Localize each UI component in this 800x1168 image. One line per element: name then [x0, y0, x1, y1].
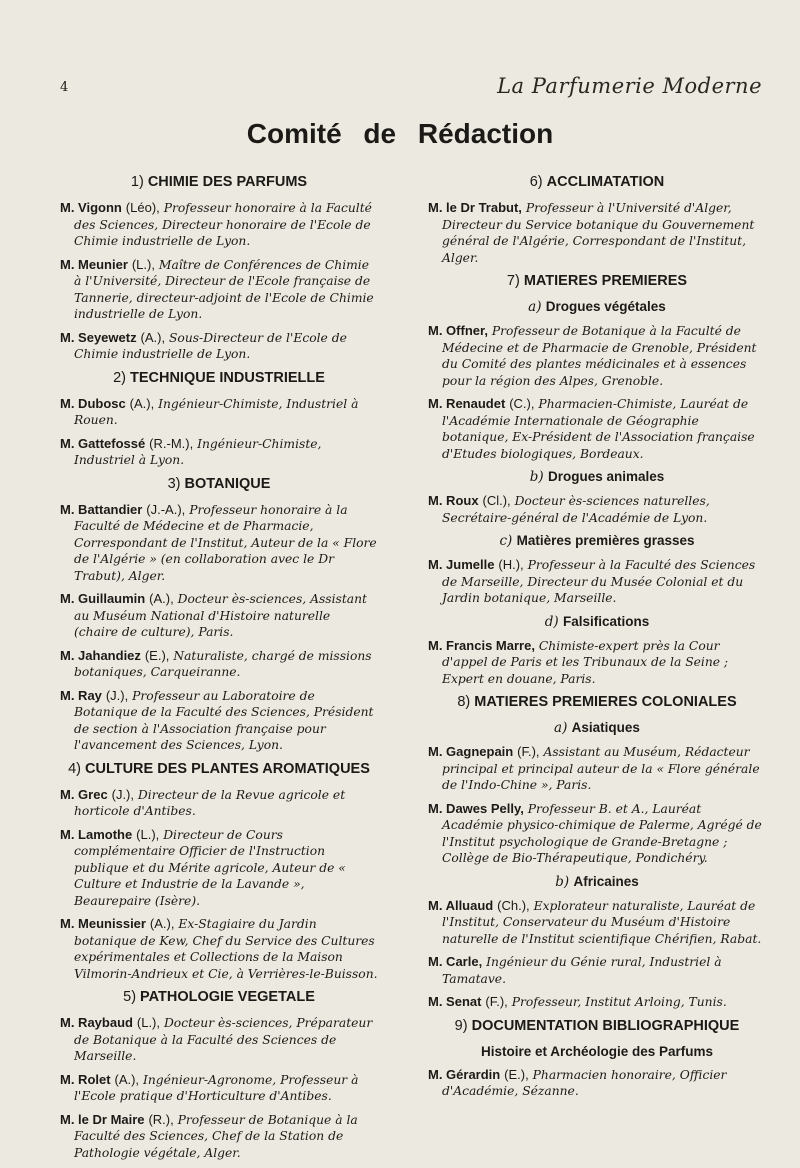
member-name: M. Vigonn	[60, 200, 122, 215]
committee-member	[60, 916, 378, 982]
section-heading	[428, 694, 766, 710]
member-description: Professeur à la Faculté des Sciences de Marseille, Directeur du Musée Colonial et du Jardin botanique, Marseille.	[442, 558, 756, 605]
member-description: Ingénieur-Chimiste, Industriel à Rouen.	[74, 396, 359, 427]
committee-member	[60, 591, 378, 641]
section-heading	[60, 989, 378, 1005]
committee-member	[60, 827, 378, 910]
section-number: 5)	[123, 989, 141, 1005]
member-description: Professeur de Botanique à la Faculté de Médecine et de Pharmacie de Grenoble, Président du Comité des plantes médicinales et à essences pour la région des Alpes, Grenoble.	[442, 324, 757, 388]
member-initials: (A.),	[129, 395, 155, 411]
member-description: Professeur B. et A., Lauréat Académie physico-chimique de Palerme, Agrégé de l'Institut psychologique de Grande-Bretagne ; Collège de Bio-Thérapeutique, Pondichéry.	[442, 801, 762, 865]
section-subtitle	[428, 1044, 766, 1059]
member-name: M. Lamothe	[60, 826, 133, 842]
member-name: M. Jumelle	[428, 557, 495, 572]
member-name: M. Rolet	[60, 1071, 111, 1087]
member-initials: (R.),	[148, 1111, 174, 1127]
subsection-letter: a)	[528, 299, 546, 315]
section-number: 7)	[506, 273, 524, 289]
section-heading	[60, 761, 378, 777]
member-description: Professeur, Institut Arloing, Tunis.	[511, 995, 727, 1009]
section-number: 9)	[454, 1017, 472, 1034]
member-name: M. Seyewetz	[60, 329, 137, 345]
committee-member	[60, 648, 378, 681]
committee-member	[428, 898, 766, 948]
committee-member	[428, 954, 766, 987]
committee-member	[60, 257, 378, 323]
section-title: MATIERES PREMIERES	[523, 273, 688, 289]
member-description: Docteur ès-sciences naturelles, Secrétaire-général de l'Académie de Lyon.	[442, 494, 710, 525]
member-name: M. Roux	[428, 493, 479, 508]
member-initials: (R.-M.),	[149, 435, 194, 451]
committee-member	[428, 744, 766, 794]
member-initials: (F.),	[517, 744, 540, 759]
member-name: M. Dawes Pelly,	[428, 800, 524, 816]
member-name: M. Grec	[60, 786, 108, 802]
subsection-letter: b)	[529, 469, 548, 485]
committee-member	[428, 323, 766, 389]
section-title: CULTURE DES PLANTES AROMATIQUES	[85, 760, 370, 777]
member-name: M. Gagnepain	[428, 744, 514, 759]
right-column	[428, 168, 766, 1107]
journal-logo: La Parfumerie Moderne	[497, 74, 762, 98]
committee-member	[428, 557, 766, 607]
member-name: M. Meunissier	[60, 916, 146, 931]
committee-member	[60, 787, 378, 820]
member-initials: (J.),	[111, 786, 134, 802]
section-title: ACCLIMATATION	[546, 174, 665, 190]
member-name: M. Raybaud	[60, 1015, 133, 1030]
left-column	[60, 168, 378, 1168]
section-number: 6)	[529, 174, 547, 190]
member-description: Assistant au Muséum, Rédacteur principal et principal auteur de la « Flore générale de l'Indo-Chine », Paris.	[442, 745, 760, 792]
member-initials: (Cl.),	[482, 493, 511, 508]
member-initials: (E.),	[504, 1066, 529, 1082]
subsection-title: Falsifications	[562, 613, 650, 629]
member-initials: (L.),	[136, 1015, 161, 1030]
member-description: Professeur honoraire à la Faculté des Sciences, Directeur honoraire de l'Ecole de Chimie industrielle de Lyon.	[74, 201, 372, 248]
member-name: M. Francis Marre,	[428, 637, 535, 653]
committee-member	[428, 200, 766, 266]
subsection-heading	[428, 874, 766, 890]
member-description: Chimiste-expert près la Cour d'appel de Paris et les Tribunaux de la Seine ; Expert en douane, Paris.	[442, 638, 729, 686]
section-heading	[428, 1018, 766, 1034]
member-initials: (C.),	[509, 396, 535, 411]
section-heading	[60, 174, 378, 190]
committee-member	[428, 396, 766, 462]
committee-member	[60, 1015, 378, 1065]
section-title: CHIMIE DES PARFUMS	[147, 174, 308, 190]
member-description: Professeur au Laboratoire de Botanique de la Faculté des Sciences, Président de section à l'Association française pour l'avancement des Sciences, Lyon.	[74, 688, 374, 752]
committee-member	[428, 994, 766, 1011]
committee-member	[60, 396, 378, 429]
section-title: MATIERES PREMIERES COLONIALES	[474, 694, 737, 710]
section-title: TECHNIQUE INDUSTRIELLE	[129, 369, 325, 386]
member-description: Professeur de Botanique à la Faculté des Sciences, Chef de la Station de Pathologie végétale, Alger.	[74, 1112, 358, 1160]
committee-member	[428, 1067, 766, 1100]
member-name: M. Battandier	[60, 501, 143, 517]
member-initials: (Léo),	[125, 200, 160, 215]
page-title: Comité de Rédaction	[246, 118, 554, 149]
member-description: Ingénieur-Agronome, Professeur à l'Ecole pratique d'Horticulture d'Antibes.	[74, 1072, 359, 1103]
committee-member	[428, 638, 766, 688]
subsection-title: Drogues animales	[547, 469, 665, 484]
member-description: Pharmacien honoraire, Officier d'Académie, Sézanne.	[442, 1067, 727, 1098]
subsection-letter: c)	[499, 533, 517, 549]
section-title: DOCUMENTATION BIBLIOGRAPHIQUE	[471, 1017, 740, 1034]
member-description: Ex-Stagiaire du Jardin botanique de Kew, Chef du Service des Cultures expérimentales et Collections de la Maison Vilmorin-Andrieux et Cie, à Verrières-le-Buisson.	[74, 917, 378, 981]
subsection-heading	[428, 533, 766, 549]
member-description: Docteur ès-sciences, Préparateur de Botanique à la Faculté des Sciences de Marseille.	[74, 1016, 373, 1063]
member-description: Ingénieur-Chimiste, Industriel à Lyon.	[74, 436, 322, 467]
member-initials: (L.),	[131, 256, 155, 272]
member-initials: (L.),	[136, 826, 160, 842]
member-initials: (A.),	[140, 329, 166, 345]
member-initials: (A.),	[149, 916, 175, 931]
member-name: M. Offner,	[428, 323, 488, 338]
member-name: M. Jahandiez	[60, 647, 141, 663]
section-heading	[60, 370, 378, 386]
member-description: Maître de Conférences de Chimie à l'Université, Directeur de l'Ecole française de Tannerie, directeur-adjoint de l'Ecole de Chimie industrielle de Lyon.	[74, 257, 374, 321]
member-name: M. Gattefossé	[60, 435, 146, 451]
member-initials: (A.),	[149, 591, 174, 606]
section-heading	[428, 273, 766, 289]
member-description: Ingénieur du Génie rural, Industriel à Tamatave.	[442, 955, 722, 986]
member-initials: (H.),	[498, 557, 524, 572]
section-number: 8)	[457, 694, 475, 710]
subsection-title: Africaines	[573, 873, 639, 889]
section-number: 2)	[113, 369, 130, 386]
subsection-title: Matières premières grasses	[516, 533, 695, 548]
member-name: M. Carle,	[428, 954, 483, 969]
member-description: Docteur ès-sciences, Assistant au Muséum National d'Histoire naturelle (chaire de culture), Paris.	[74, 592, 367, 639]
member-initials: (Ch.),	[497, 897, 530, 913]
subsection-letter: d)	[544, 613, 563, 630]
member-description: Pharmacien-Chimiste, Lauréat de l'Académie Internationale de Géographie botanique, Ex-Président de l'Association française d'Etudes biologiques, Bordeaux.	[442, 397, 755, 461]
section-number: 1)	[130, 174, 148, 190]
subsection-heading	[428, 469, 766, 485]
member-name: M. Alluaud	[428, 897, 494, 913]
member-name: M. Ray	[60, 687, 102, 703]
subsection-letter: a)	[554, 720, 572, 736]
subsection-heading	[428, 614, 766, 630]
section-title: PATHOLOGIE VEGETALE	[140, 989, 315, 1005]
committee-member	[428, 801, 766, 867]
member-description: Naturaliste, chargé de missions botaniques, Carqueiranne.	[74, 648, 372, 679]
member-description: Sous-Directeur de l'Ecole de Chimie industrielle de Lyon.	[74, 330, 347, 361]
member-description: Directeur de Cours complémentaire Officier de l'Instruction publique et du Mérite agricole, Auteur de « Culture et Industrie de la Lavande », Beaurepaire (Isère).	[74, 827, 346, 908]
section-subtitle-text: Histoire et Archéologie des Parfums	[480, 1043, 714, 1059]
member-name: M. le Dr Trabut,	[428, 200, 522, 215]
member-name: M. Gérardin	[428, 1066, 501, 1082]
subsection-title: Drogues végétales	[545, 299, 666, 314]
member-name: M. Meunier	[60, 256, 128, 272]
subsection-heading	[428, 720, 766, 736]
committee-member	[60, 502, 378, 585]
subsection-letter: b)	[555, 873, 574, 890]
committee-member	[60, 200, 378, 250]
section-number: 3)	[167, 475, 185, 492]
member-initials: (J.),	[105, 687, 129, 703]
committee-member	[60, 688, 378, 754]
member-description: Professeur à l'Université d'Alger, Directeur du Service botanique du Gouvernement général de l'Algérie, Correspondant de l'Institut, Alger.	[442, 201, 755, 265]
page-number: 4	[60, 80, 69, 95]
member-description: Directeur de la Revue agricole et horticole d'Antibes.	[74, 787, 346, 818]
subsection-title: Asiatiques	[571, 720, 640, 735]
committee-member	[60, 1072, 378, 1105]
member-initials: (F.),	[485, 994, 508, 1009]
member-name: M. Senat	[428, 994, 482, 1009]
section-number: 4)	[68, 760, 85, 777]
section-title: BOTANIQUE	[184, 475, 271, 492]
member-name: M. Renaudet	[428, 396, 506, 411]
member-description: Explorateur naturaliste, Lauréat de l'Institut, Conservateur du Muséum d'Histoire naturelle de l'Institut scientifique Chérifien, Rabat.	[442, 898, 762, 946]
committee-member	[60, 436, 378, 469]
committee-member	[60, 330, 378, 363]
member-description: Professeur honoraire à la Faculté de Médecine et de Pharmacie, Correspondant de l'Institut, Auteur de la « Flore de l'Algérie » (en collaboration avec le Dr Trabut), Alger.	[74, 502, 377, 583]
member-initials: (A.),	[114, 1071, 140, 1087]
section-heading	[60, 476, 378, 492]
member-initials: (E.),	[144, 647, 170, 663]
committee-member	[60, 1112, 378, 1162]
committee-member	[428, 493, 766, 526]
member-name: M. Guillaumin	[60, 591, 146, 606]
section-heading	[428, 174, 766, 190]
member-name: M. le Dr Maire	[60, 1111, 145, 1127]
member-name: M. Dubosc	[60, 395, 126, 411]
member-initials: (J.-A.),	[146, 501, 186, 517]
subsection-heading	[428, 299, 766, 315]
